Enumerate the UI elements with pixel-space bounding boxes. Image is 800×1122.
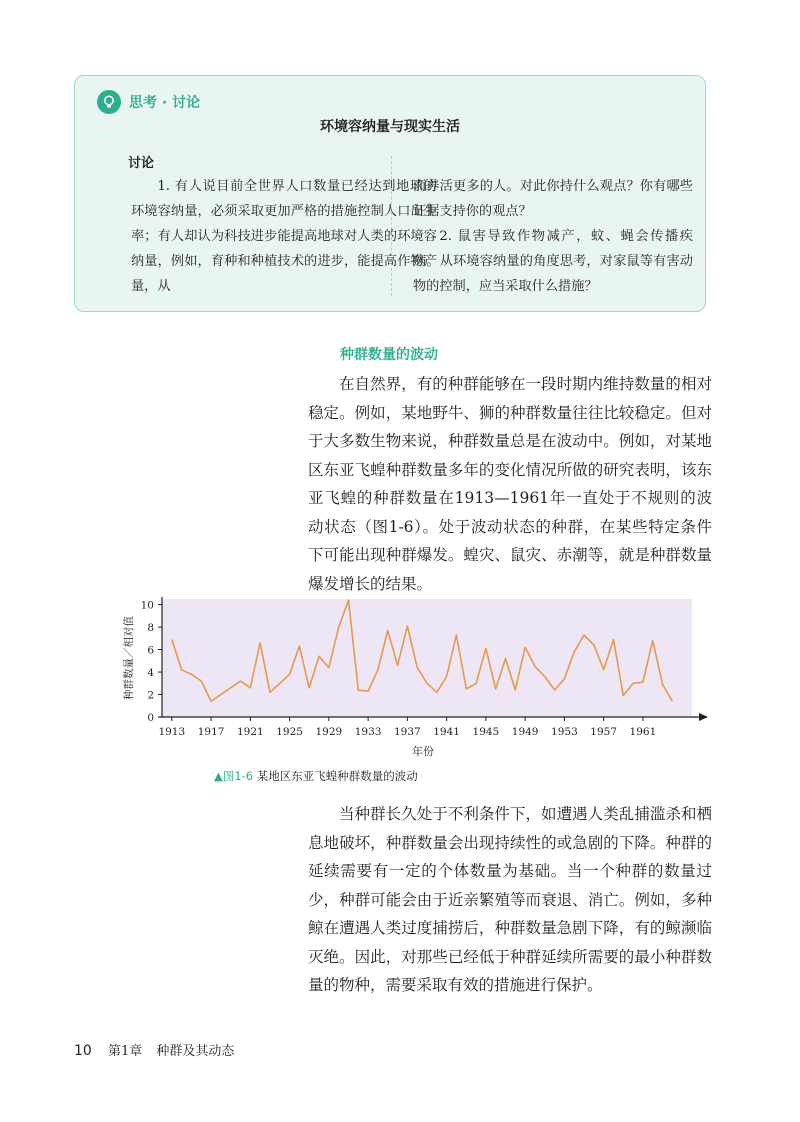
- x-tick-label: 1945: [472, 726, 500, 738]
- section-paragraph-2: 当种群长久处于不利条件下，如遭遇人类乱捕滥杀和栖息地破坏，种群数量会出现持续性的或急剧的下降。种群的延续需要有一定的个体数量为基础。当一个种群的数量过少，种群可能会由于近亲繁殖等而衰退、消亡。例如，多种鲸在遭遇人类过度捕捞后，种群数量急剧下降，有的鲸濒临灭绝。因此，对那些已经低于种群延续所需要的最小种群数量的物种，需要采取有效的措施进行保护。: [308, 805, 712, 994]
- y-tick-label: 0: [147, 712, 154, 724]
- discussion-question-1: 1. 有人说目前全世界人口数量已经达到地球的环境容纳量，必须采取更加严格的措施控制人口出生率；有人却认为科技进步能提高地球对人类的环境容纳量，例如，育种和种植技术的进步，能提高作物产量，从: [131, 179, 437, 294]
- discussion-question-2: 2. 鼠害导致作物减产，蚊、蝇会传播疾病。从环境容纳量的角度思考，对家鼠等有害动物的控制，应当采取什么措施？: [413, 229, 693, 294]
- x-tick-label: 1949: [511, 726, 539, 738]
- y-ticks: [141, 600, 162, 724]
- x-axis-label: 年份: [412, 745, 434, 758]
- discussion-header: [97, 90, 200, 114]
- population-line-chart: [118, 590, 718, 765]
- x-tick-label: 1917: [197, 726, 225, 738]
- x-tick-label: 1941: [433, 726, 460, 738]
- page-number: 10: [74, 1043, 92, 1059]
- y-tick-label: 10: [140, 599, 154, 612]
- section-title: 种群数量的波动: [340, 347, 438, 363]
- y-tick-label: 2: [147, 689, 154, 702]
- chapter-title: 种群及其动态: [156, 1044, 235, 1059]
- section-paragraph-2-block: [308, 800, 712, 1000]
- x-tick-label: 1929: [315, 726, 343, 738]
- x-tick-label: 1937: [394, 726, 421, 738]
- x-tick-label: 1933: [354, 726, 382, 738]
- discussion-label: 思考 · 讨论: [129, 95, 201, 111]
- figure-number: ▲图1-6: [214, 769, 254, 783]
- y-tick-label: 4: [147, 667, 154, 680]
- discussion-left-column: [131, 174, 437, 299]
- x-tick-label: 1957: [590, 726, 618, 738]
- discussion-question-1-continued: 而养活更多的人。对此你持什么观点？你有哪些证据支持你的观点？: [413, 179, 693, 219]
- x-tick-label: 1925: [276, 726, 303, 738]
- figure-caption: [214, 768, 418, 784]
- plot-background: [162, 599, 692, 717]
- page-footer: [74, 1040, 234, 1059]
- x-tick-label: 1953: [551, 726, 578, 738]
- y-tick-label: 6: [147, 644, 154, 657]
- discussion-right-column: [413, 174, 693, 299]
- x-ticks: [158, 717, 656, 738]
- x-tick-label: 1921: [236, 726, 264, 738]
- section-paragraph-1: 在自然界，有的种群能够在一段时期内维持数量的相对稳定。例如，某地野牛、狮的种群数量往往比较稳定。但对于大多数生物来说，种群数量总是在波动中。例如，对某地区东亚飞蝗种群数量多年的变化情况所做的研究表明，该东亚飞蝗的种群数量在1913—1961年一直处于不规则的波动状态（图1-6）。处于波动状态的种群，在某些特定条件下可能出现种群爆发。蝗灾、鼠灾、赤潮等，就是种群数量爆发增长的结果。: [308, 375, 712, 593]
- figure-caption-text: 某地区东亚飞蝗种群数量的波动: [256, 769, 418, 783]
- x-tick-label: 1913: [158, 726, 186, 738]
- x-tick-label: 1961: [629, 726, 657, 738]
- discussion-title: 环境容纳量与现实生活: [320, 119, 460, 135]
- discussion-box: [74, 75, 706, 312]
- y-axis-label: 种群数量／相对值: [123, 616, 135, 700]
- chapter-number: 第1章: [107, 1044, 143, 1059]
- x-axis-arrow: [699, 713, 708, 721]
- lightbulb-icon: [97, 90, 121, 114]
- discussion-subheading: 讨论: [128, 156, 155, 171]
- y-tick-label: 8: [147, 622, 154, 635]
- section-paragraph-1-block: [308, 370, 712, 598]
